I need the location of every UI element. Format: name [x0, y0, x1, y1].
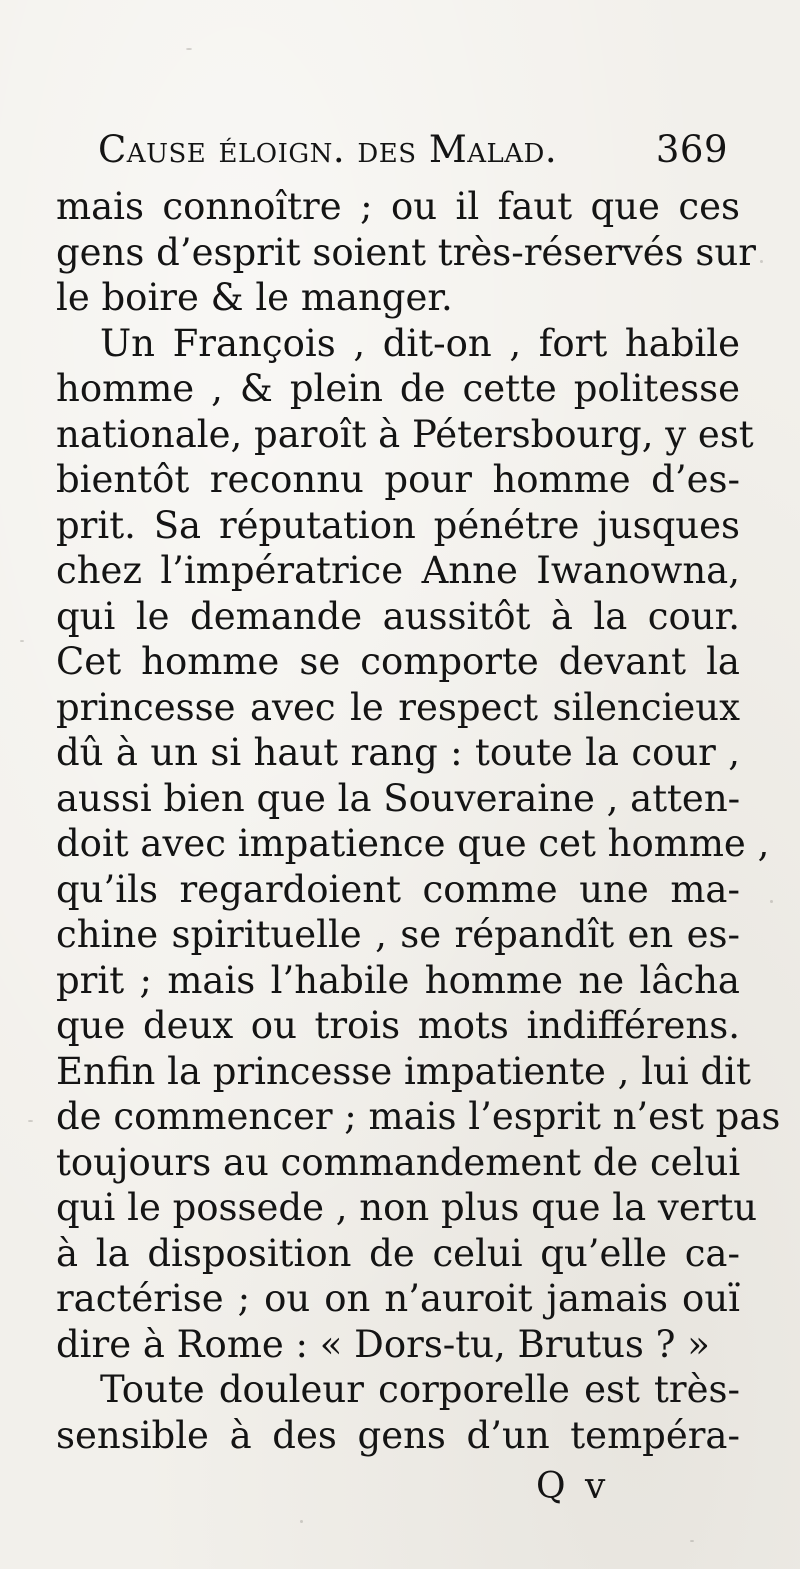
text-line: princesse avec le respect silencieux [56, 685, 740, 729]
text-line: dû à un si haut rang : toute la cour , [56, 731, 740, 774]
text-line: mais connoître ; ou il faut que ces [56, 185, 740, 228]
body-text [56, 184, 781, 1458]
text-line: qui le possede , non plus que la vertu [56, 1186, 758, 1229]
text-line: homme , & plein de cette politesse [56, 367, 740, 410]
text-line: ractérise ; ou on n’auroit jamais ouï [56, 1277, 740, 1320]
text-line: gens d’esprit soient très-réservés sur [56, 230, 756, 274]
paper-speck [300, 1520, 303, 1523]
text-line: nationale, paroît à Pétersbourg, y est [56, 412, 754, 456]
paragraph-start-line: Toute douleur corporelle est très- [100, 1368, 740, 1411]
text-line: de commencer ; mais l’esprit n’est pas [56, 1095, 781, 1138]
signature-mark: Q v [536, 1466, 610, 1507]
paper-speck [760, 260, 763, 263]
text-line: chez l’impératrice Anne Iwanowna, [56, 549, 740, 592]
text-line: le boire & le manger. [56, 276, 453, 319]
paper-speck [20, 640, 24, 642]
paper-speck [770, 900, 773, 903]
paper-speck [690, 1540, 694, 1542]
text-line: qui le demande aussitôt à la cour. [56, 594, 740, 638]
text-line: prit. Sa réputation pénétre jusques [56, 503, 740, 547]
paper-speck [186, 48, 192, 50]
text-line: bientôt reconnu pour homme d’es- [56, 458, 740, 501]
text-line: chine spirituelle , se répandît en es- [56, 913, 740, 956]
paragraph-start-line: Un François , dit-on , fort habile [100, 321, 740, 365]
page-header [98, 128, 738, 184]
page-number: 369 [655, 128, 728, 171]
text-line: qu’ils regardoient comme une ma- [56, 867, 740, 911]
running-title: Cause éloign. des Malad. [98, 128, 558, 171]
text-line: aussi bien que la Souveraine , atten- [56, 776, 741, 820]
text-line: à la disposition de celui qu’elle ca- [56, 1231, 740, 1275]
text-line: Enfin la princesse impatiente , lui dit [56, 1049, 751, 1093]
text-line: doit avec impatience que cet homme , [56, 822, 770, 865]
text-line: dire à Rome : « Dors-tu, Brutus ? » [56, 1322, 710, 1366]
text-line: que deux ou trois mots indifférens. [56, 1004, 740, 1047]
text-line: sensible à des gens d’un tempéra- [56, 1413, 740, 1457]
text-line: toujours au commandement de celui [56, 1140, 741, 1184]
text-line: prit ; mais l’habile homme ne lâcha [56, 958, 740, 1002]
text-line: Cet homme se comporte devant la [56, 640, 740, 683]
paper-speck [28, 1120, 33, 1122]
